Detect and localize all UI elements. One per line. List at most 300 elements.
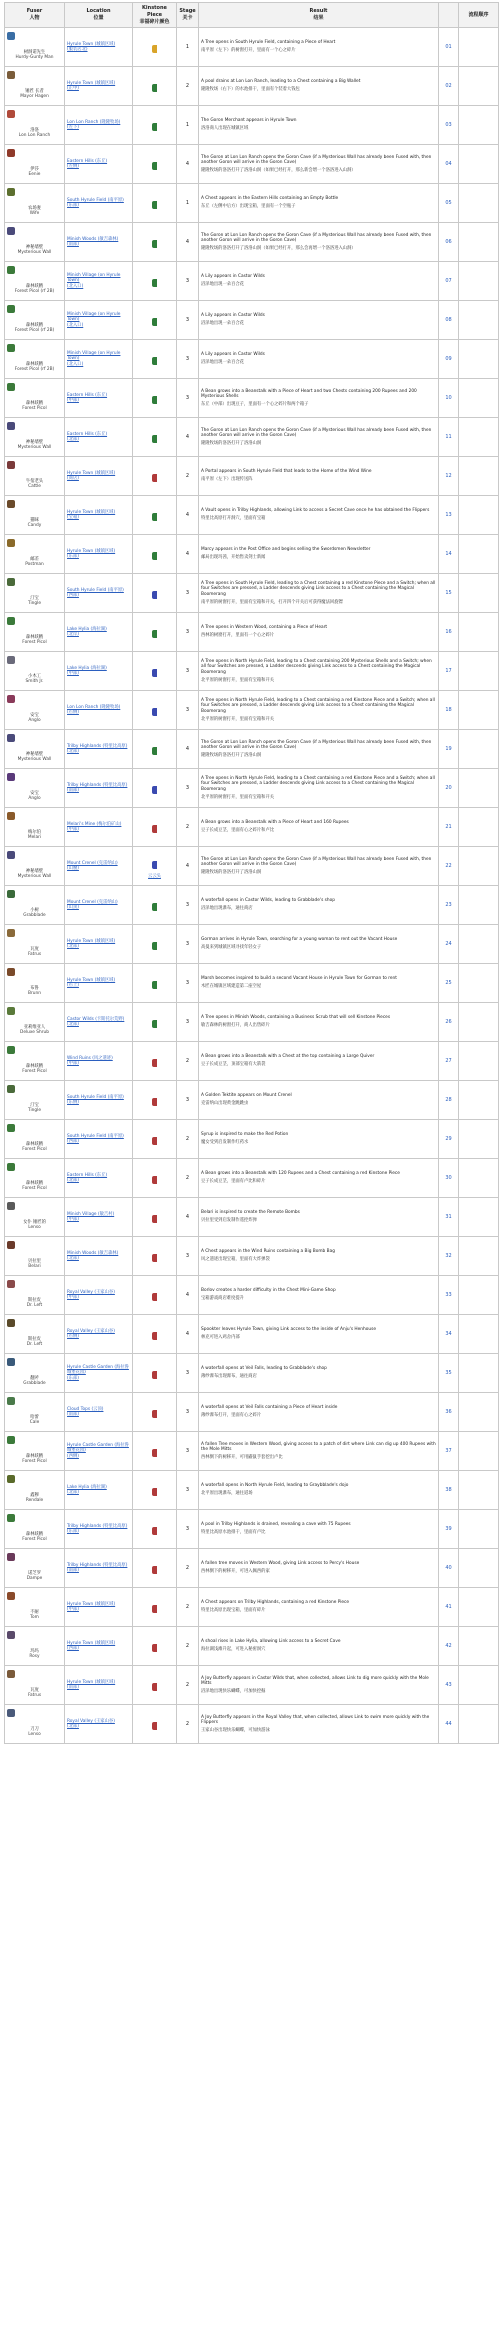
table-row (5, 1549, 499, 1588)
fuser-name-cn: 森林妖精 (25, 634, 44, 640)
fuser-name-cn: 斯拉皮 (28, 1297, 41, 1303)
location-detail[interactable]: (南部) (67, 1685, 79, 1690)
table-row (5, 262, 499, 301)
fusion-table (4, 2, 499, 1744)
row-number: 04 (439, 145, 459, 184)
table-row (5, 535, 499, 574)
location-link[interactable]: Hyrule Town (城镇区域) (67, 977, 116, 983)
location-link[interactable]: Melari's Mine (梅尔伯矿山) (67, 821, 122, 827)
stage-cell: 4 (177, 1315, 199, 1354)
fuser-cell (5, 847, 65, 886)
location-cell (65, 769, 133, 808)
location-cell (65, 808, 133, 847)
row-number: 29 (439, 1120, 459, 1159)
location-link[interactable]: Lake Hylia (海拉湖) (67, 1484, 107, 1490)
result-cell (199, 1432, 439, 1471)
location-link[interactable]: Minish Village (on Hyrule Town) (67, 272, 121, 284)
flow-cell (459, 496, 499, 535)
kinstone-cell (133, 28, 177, 67)
kinstone-cell (133, 1198, 177, 1237)
location-link[interactable]: Eastern Hills (东丘) (67, 1172, 108, 1178)
row-number: 32 (439, 1237, 459, 1276)
flow-cell (459, 1354, 499, 1393)
kinstone-piece-icon (152, 1449, 157, 1457)
location-detail[interactable]: (北部) (67, 944, 79, 949)
table-row (5, 613, 499, 652)
location-detail[interactable]: (西侧) (67, 1453, 79, 1459)
result-text-cn: 隆隆牧场的洛洛打开了洛洛山洞 (201, 752, 262, 758)
fuser-name-cn: 哈蕾 (30, 1414, 39, 1420)
location-link[interactable]: Trilby Highlands (特里比高原) (67, 743, 128, 749)
flow-cell (459, 418, 499, 457)
result-text-en: Marsh becomes inspired to build a second Vacant House in Hyrule Town for Gorman to rent (201, 976, 397, 982)
location-detail[interactable]: (正中) (67, 86, 79, 91)
location-detail[interactable]: (中部) (67, 398, 79, 403)
kinstone-piece-icon (152, 357, 157, 365)
result-text-en: A Tree opens in Minish Woods, containing a Business Scrub that will sell Kinstone Pieces (201, 1015, 391, 1021)
location-detail[interactable]: (南部) (67, 1412, 79, 1417)
location-detail[interactable]: (左下) (67, 125, 79, 130)
fuser-name-cn: 不耐 (30, 1609, 39, 1615)
fuser-avatar-icon (7, 656, 15, 664)
result-text-cn: 北平原的树窗打开，里面有宝箱和开关 (201, 716, 275, 722)
location-link[interactable]: Royal Valley (王家山谷) (67, 1289, 115, 1295)
fuser-name-cn: 亚莉维亚人 (23, 1024, 46, 1030)
location-detail[interactable]: (右上) (67, 983, 79, 988)
location-link[interactable]: Minish Woods (敏吉森林) (67, 1250, 119, 1256)
kinstone-cell (133, 1354, 177, 1393)
result-text-en: Gorman arrives in Hyrule Town, searching for a young woman to rent out the Vacant House (201, 937, 398, 943)
location-detail[interactable]: (北入口) (67, 322, 84, 328)
kinstone-piece-icon (152, 1059, 157, 1067)
location-link[interactable]: Castor Wilds (卡斯托尔荒野) (67, 1016, 125, 1022)
location-detail[interactable]: (北入口) (67, 283, 84, 289)
result-text-cn: 邮局出现玛茜，开始售卖剑士新闻 (201, 555, 266, 560)
kinstone-piece-icon (152, 747, 157, 755)
kinstone-cell (133, 1315, 177, 1354)
location-detail[interactable]: (西部) (67, 593, 79, 598)
fuser-name-cn: 小树 (30, 907, 39, 913)
result-text-en: The Goron at Lon Lon Ranch opens the Goron Cave (if a Mysterious Wall has already been Fused with, then another Goron will arrive in the Goron Cave) (201, 154, 432, 166)
stage-cell: 2 (177, 457, 199, 496)
fuser-name-cn: 森林妖精 (25, 1063, 44, 1069)
kinstone-piece-icon (152, 1137, 157, 1145)
table-row (5, 1393, 499, 1432)
table-row (5, 925, 499, 964)
fuser-avatar-icon (7, 578, 15, 586)
result-text-en: A Joy Butterfly appears in the Royal Valley that, when collected, allows Link to swim more quickly with the Flippers (201, 1714, 430, 1726)
result-text-cn: 沼泽地出现一朵百合花 (201, 282, 244, 287)
location-cell (65, 1510, 133, 1549)
result-text-en: A Tree opens in South Hyrule Field, containing a Piece of Heart (201, 40, 336, 46)
location-detail[interactable]: (山腰) (67, 866, 79, 871)
result-cell (199, 418, 439, 457)
location-link[interactable]: Hyrule Town (城镇区域) (67, 1640, 116, 1646)
location-detail[interactable]: (中部) (67, 1295, 79, 1300)
location-cell (65, 730, 133, 769)
result-cell (199, 223, 439, 262)
location-link[interactable]: Trilby Highlands (特里比高原) (67, 782, 128, 788)
location-detail[interactable]: (南部) (67, 242, 79, 247)
flow-cell (459, 691, 499, 730)
result-text-en: A pool in Trilby Highlands is drained, revealing a cave with 75 Rupees (201, 1522, 351, 1528)
stage-cell: 3 (177, 652, 199, 691)
kinstone-cell (133, 184, 177, 223)
location-detail[interactable]: (北部) (67, 437, 79, 442)
fuser-name-en: Mysterious Wall (17, 873, 52, 879)
location-detail[interactable]: (右侧) (67, 1334, 79, 1339)
kinstone-cell (133, 1237, 177, 1276)
fuser-cell (5, 1198, 65, 1237)
location-link[interactable]: Eastern Hills (东丘) (67, 158, 108, 164)
kinstone-piece-icon (152, 1605, 157, 1613)
header-result: Result 结果 (199, 3, 439, 28)
location-link[interactable]: Hyrule Town (城镇区域) (67, 1601, 116, 1607)
location-detail[interactable]: (商店) (67, 476, 79, 481)
stage-cell: 2 (177, 1627, 199, 1666)
kinstone-cell (133, 808, 177, 847)
kinstone-cell (133, 886, 177, 925)
fuser-cell (5, 886, 65, 925)
result-text-cn: 南平原（左下）出现传送阵 (201, 477, 253, 482)
table-row (5, 1432, 499, 1471)
result-text-cn: 高曼来到城镇区域寻找年轻女子 (201, 945, 262, 950)
kinstone-label[interactable]: 云云头 (148, 873, 161, 879)
result-cell (199, 379, 439, 418)
location-link[interactable]: Lon Lon Ranch (隆隆牧场) (67, 119, 121, 125)
location-link[interactable]: Hyrule Town (城镇区域) (67, 938, 116, 944)
fuser-cell (5, 1627, 65, 1666)
result-text-en: A Tree opens in North Hyrule Field, leading to a Chest containing a red Kinstone Piece and a Switch; when all four Switches are pressed, a Ladder descends giving Link access to a Chest containing the Magical Boomerang (201, 697, 435, 714)
kinstone-cell (133, 574, 177, 613)
location-detail[interactable]: (北入口) (67, 361, 84, 367)
table-row (5, 886, 499, 925)
location-detail[interactable]: (东侧) (67, 1100, 79, 1105)
fuser-avatar-icon (7, 1319, 15, 1327)
result-text-en: The Goron at Lon Lon Ranch opens the Goron Cave (if a Mysterious Wall has already been Fused with, then another Goron will arrive in the Goron Cave) (201, 739, 432, 751)
location-detail[interactable]: (宝箱) (67, 515, 79, 520)
fuser-name-en: Forest Picol (22, 1068, 47, 1074)
location-link[interactable]: Royal Valley (王家山谷) (67, 1718, 115, 1724)
location-link[interactable]: Eastern Hills (东丘) (67, 392, 108, 398)
result-cell (199, 1393, 439, 1432)
location-cell (65, 301, 133, 340)
table-row (5, 1705, 499, 1744)
stage-cell: 1 (177, 106, 199, 145)
fuser-avatar-icon (7, 734, 15, 742)
fuser-cell (5, 1510, 65, 1549)
kinstone-piece-icon (152, 201, 157, 209)
result-cell (199, 184, 439, 223)
location-link[interactable]: Eastern Hills (东丘) (67, 431, 108, 437)
location-detail[interactable]: (东部) (67, 1529, 79, 1534)
flow-cell (459, 808, 499, 847)
location-link[interactable]: Lon Lon Ranch (隆隆牧场) (67, 704, 121, 710)
location-link[interactable]: Hyrule Town (城镇区域) (67, 470, 116, 476)
location-cell (65, 1549, 133, 1588)
kinstone-piece-icon (152, 552, 157, 560)
result-text-cn: 豆子长成豆茎，里面有心之碎片和卢比 (201, 828, 275, 833)
location-detail[interactable]: (北部) (67, 749, 79, 754)
fuser-avatar-icon (7, 461, 15, 469)
result-text-cn: 沼泽地出现一朵百合花 (201, 360, 244, 365)
location-link[interactable]: South Hyrule Field (南平原) (67, 587, 124, 593)
result-text-cn: 豆子长成豆茎，里面有卢比和碎片 (201, 1179, 266, 1184)
location-cell (65, 847, 133, 886)
location-detail[interactable]: (西部) (67, 1139, 79, 1144)
fuser-avatar-icon (7, 1514, 15, 1522)
flow-cell (459, 925, 499, 964)
flow-cell (459, 1549, 499, 1588)
kinstone-cell (133, 1393, 177, 1432)
location-detail[interactable]: (中部) (67, 1607, 79, 1612)
location-detail[interactable]: (北部) (67, 1490, 79, 1495)
result-cell (199, 1315, 439, 1354)
kinstone-piece-icon (152, 1020, 157, 1028)
stage-cell: 1 (177, 184, 199, 223)
fuser-avatar-icon (7, 851, 15, 859)
stage-cell: 3 (177, 574, 199, 613)
location-detail[interactable]: (北部) (67, 1256, 79, 1261)
result-text-cn: 洛洛商人出现在城镇区域 (201, 126, 249, 131)
fuser-name-cn: 瓦度 (30, 1687, 39, 1693)
location-detail[interactable]: (北部) (67, 1178, 79, 1183)
table-row (5, 418, 499, 457)
location-cell (65, 106, 133, 145)
row-number: 08 (439, 301, 459, 340)
header-fuser: Fuser 人物 (5, 3, 65, 28)
location-detail[interactable]: (中部) (67, 827, 79, 832)
location-link[interactable]: South Hyrule Field (南平原) (67, 1133, 124, 1139)
fuser-name-cn: 森林妖精 (25, 1453, 44, 1459)
location-cell (65, 1276, 133, 1315)
kinstone-cell (133, 1432, 177, 1471)
result-text-en: The Goron at Lon Lon Ranch opens the Goron Cave (if a Mysterious Wall has already been Fused with, then another Goron will arrive in the Goron Cave) (201, 427, 432, 439)
fuser-avatar-icon (7, 305, 15, 313)
location-link[interactable]: Mount Crenel (克雷纳山) (67, 860, 118, 866)
flow-cell (459, 847, 499, 886)
flow-cell (459, 1042, 499, 1081)
fuser-name-en: Mysterious Wall (17, 444, 52, 450)
location-link[interactable]: Minish Village (敏吉村) (67, 1211, 115, 1217)
location-link[interactable]: South Hyrule Field (南平原) (67, 197, 124, 203)
location-link[interactable]: Hyrule Town (城镇区域) (67, 80, 116, 86)
fuser-avatar-icon (7, 695, 15, 703)
location-link[interactable]: Hyrule Castle Garden (海拉鲁城堡花园) (67, 1442, 129, 1454)
fuser-cell (5, 1003, 65, 1042)
table-row (5, 1276, 499, 1315)
kinstone-piece-icon (152, 1176, 157, 1184)
fuser-cell (5, 691, 65, 730)
kinstone-cell (133, 106, 177, 145)
location-detail[interactable]: (左侧) (67, 164, 79, 169)
location-detail[interactable]: (西部) (67, 1646, 79, 1651)
result-cell (199, 301, 439, 340)
result-text-cn: 东丘（中部）出现豆子，里面有一个心之碎片和两个箱子 (201, 401, 309, 407)
header-stage: Stage 关卡 (177, 3, 199, 28)
fuser-name-en: Forest Picol (22, 1146, 47, 1152)
fuser-name-en: Lenso (28, 1731, 41, 1737)
location-link[interactable]: Mount Crenel (克雷纳山) (67, 899, 118, 905)
result-text-cn: 隆隆牧场的洛洛打开了洛洛山洞（如果已经打开，那么会再增一个洛洛进入山洞） (201, 245, 356, 251)
location-detail[interactable]: (南部) (67, 1568, 79, 1573)
location-detail[interactable]: (北部) (67, 1022, 79, 1027)
location-detail[interactable]: (东部) (67, 554, 79, 559)
result-text-en: A Bean grows into a Beanstalk with a Piece of Heart and 160 Rupees (201, 820, 349, 826)
fuser-avatar-icon (7, 110, 15, 118)
table-row (5, 847, 499, 886)
flow-cell (459, 1627, 499, 1666)
table-row (5, 457, 499, 496)
kinstone-cell (133, 691, 177, 730)
location-link[interactable]: Minish Woods (敏吉森林) (67, 236, 119, 242)
result-text-cn: 北平原的树窗打开，里面有宝箱和开关 (201, 794, 275, 800)
row-number: 14 (439, 535, 459, 574)
fuser-name-en: Anglo (28, 795, 41, 801)
location-link[interactable]: Wind Ruins (风之遗迹) (67, 1055, 113, 1061)
fuser-cell (5, 1393, 65, 1432)
fuser-avatar-icon (7, 1280, 15, 1288)
location-detail[interactable]: (北部) (67, 1724, 79, 1729)
location-link[interactable]: Trilby Highlands (特里比高原) (67, 1562, 128, 1568)
fuser-avatar-icon (7, 1553, 15, 1561)
location-cell (65, 67, 133, 106)
fuser-name-en: Grabblade (23, 1380, 46, 1386)
fuser-name-en: Tom (30, 1614, 39, 1620)
result-text-cn: 隆隆牧场的洛洛打开了洛洛山洞（如果已经打开，那么新会增一个洛洛进入山洞） (201, 167, 356, 173)
stage-cell: 1 (177, 28, 199, 67)
fuser-cell (5, 223, 65, 262)
location-link[interactable]: Cloud Tops (云顶) (67, 1406, 104, 1412)
location-detail[interactable]: (中部) (67, 1217, 79, 1222)
fuser-name-en: Forest Picol (22, 1458, 47, 1464)
stage-cell: 4 (177, 223, 199, 262)
header-row (5, 3, 499, 28)
row-number: 05 (439, 184, 459, 223)
kinstone-piece-icon (152, 825, 157, 833)
result-cell (199, 496, 439, 535)
row-number: 44 (439, 1705, 459, 1744)
fuser-name-en: Fatrus (27, 1692, 42, 1698)
location-detail[interactable]: (服装店北) (67, 47, 88, 52)
fuser-avatar-icon (7, 1397, 15, 1405)
location-cell (65, 1159, 133, 1198)
flow-cell (459, 1666, 499, 1705)
location-link[interactable]: Trilby Highlands (特里比高原) (67, 1523, 128, 1529)
row-number: 19 (439, 730, 459, 769)
result-text-cn: 克雷纳山出现黄金跳跳虫 (201, 1101, 249, 1106)
result-text-cn: 魔女受到启发制作红药水 (201, 1140, 249, 1145)
fuser-cell (5, 1471, 65, 1510)
kinstone-piece-icon (152, 708, 157, 716)
location-link[interactable]: Lake Hylia (海拉湖) (67, 665, 107, 671)
kinstone-cell (133, 1510, 177, 1549)
location-link[interactable]: Hyrule Castle Garden (海拉鲁城堡花园) (67, 1364, 129, 1376)
location-link[interactable]: South Hyrule Field (南平原) (67, 1094, 124, 1100)
row-number: 16 (439, 613, 459, 652)
flow-cell (459, 1120, 499, 1159)
result-text-en: A Tree opens in North Hyrule Field, leading to a Chest containing 200 Mysterious Shells and a Switch; when all four Switches are pressed, a Ladder descends giving Link access to a Chest containing the Magical Boomerang (201, 658, 432, 675)
table-row (5, 574, 499, 613)
flow-cell (459, 457, 499, 496)
location-link[interactable]: Minish Village (on Hyrule Town) (67, 350, 121, 362)
location-detail[interactable]: (中部) (67, 1061, 79, 1066)
fuser-name-en: Mayor Hagen (20, 93, 49, 99)
location-cell (65, 28, 133, 67)
kinstone-cell (133, 418, 177, 457)
flow-cell (459, 1315, 499, 1354)
result-cell (199, 808, 439, 847)
location-link[interactable]: Hyrule Town (城镇区域) (67, 548, 116, 554)
fuser-name-cn: 神秘墙壁 (25, 439, 44, 445)
fuser-name-en: Forest Picol (22, 405, 47, 411)
result-text-en: A Bean grows into a Beanstalk with a Chest at the top containing a Large Quiver (201, 1054, 375, 1060)
location-detail[interactable]: (右侧) (67, 710, 79, 715)
location-link[interactable]: Hyrule Town (城镇区域) (67, 509, 116, 515)
result-text-en: A Lily appears in Castor Wilds (201, 313, 265, 319)
stage-cell: 2 (177, 1159, 199, 1198)
table-row (5, 1315, 499, 1354)
location-detail[interactable]: (北岸) (67, 632, 79, 637)
result-text-en: A Tree opens in Western Wood, containing a Piece of Heart (201, 625, 328, 631)
flow-cell (459, 886, 499, 925)
table-row (5, 1354, 499, 1393)
fuser-name-en: Eenie (28, 171, 41, 177)
result-cell (199, 28, 439, 67)
result-cell (199, 925, 439, 964)
fuser-avatar-icon (7, 500, 15, 508)
fuser-name-cn: 神秘墙壁 (25, 868, 44, 874)
kinstone-piece-icon (152, 123, 157, 131)
location-link[interactable]: Hyrule Town (城镇区域) (67, 41, 116, 47)
location-link[interactable]: Minish Village (on Hyrule Town) (67, 311, 121, 323)
kinstone-cell (133, 340, 177, 379)
result-text-cn: 南平原的树窗打开，里面有宝箱和开关，打开四个开关后可获得魔法回旋镖 (201, 599, 343, 605)
table-row (5, 1042, 499, 1081)
fuser-avatar-icon (7, 773, 15, 781)
fuser-name-en: Cale (29, 1419, 40, 1425)
table-row (5, 652, 499, 691)
fuser-name-cn: 森林妖精 (25, 361, 44, 367)
location-link[interactable]: Hyrule Town (城镇区域) (67, 1679, 116, 1685)
stage-cell: 3 (177, 1432, 199, 1471)
location-link[interactable]: Lake Hylia (海拉湖) (67, 626, 107, 632)
location-link[interactable]: Royal Valley (王家山谷) (67, 1328, 115, 1334)
fuser-name-cn: 锤匠 长者 (25, 88, 44, 94)
table-row (5, 1627, 499, 1666)
fuser-name-cn: 梅尔伯 (28, 829, 41, 835)
table-row (5, 1159, 499, 1198)
location-detail[interactable]: (东部) (67, 203, 79, 208)
result-text-en: A Joy Butterfly appears in Castor Wilds that, when collected, allows Link to dig more quickly with the Mole Mitts (201, 1675, 429, 1687)
table-row (5, 184, 499, 223)
location-detail[interactable]: (山顶) (67, 905, 79, 910)
location-detail[interactable]: (南部) (67, 788, 79, 793)
result-text-cn: 宝箱游戏商店难度提升 (201, 1296, 244, 1301)
table-row (5, 223, 499, 262)
stage-cell: 4 (177, 145, 199, 184)
location-cell (65, 1354, 133, 1393)
fuser-name-en: Melari (27, 834, 42, 840)
result-cell (199, 1042, 439, 1081)
flow-cell (459, 1003, 499, 1042)
location-detail[interactable]: (中部) (67, 671, 79, 676)
location-detail[interactable]: (东部) (67, 1375, 79, 1381)
kinstone-piece-icon (152, 240, 157, 248)
location-cell (65, 925, 133, 964)
result-text-en: A Lily appears in Castor Wilds (201, 352, 265, 358)
kinstone-piece-icon (152, 318, 157, 326)
